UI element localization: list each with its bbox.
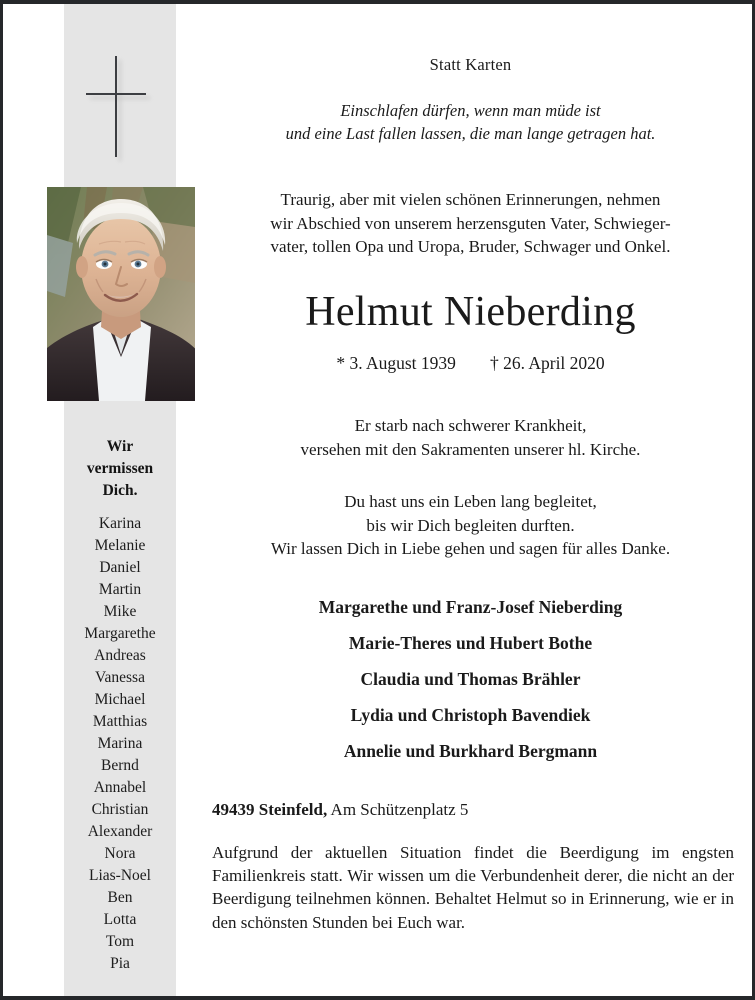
list-item: Matthias bbox=[92, 713, 148, 730]
life-dates bbox=[189, 353, 752, 374]
farewell-paragraph bbox=[189, 490, 752, 561]
paragraph-line: Er starb nach schwerer Krankheit, bbox=[354, 416, 587, 436]
statt-karten-label: Statt Karten bbox=[429, 55, 512, 74]
list-item: Annabel bbox=[93, 779, 147, 796]
list-item: Nora bbox=[104, 845, 136, 862]
intro-line: Traurig, aber mit vielen schönen Erinnerungen, nehmen bbox=[280, 189, 661, 209]
cross-strokes bbox=[60, 52, 172, 172]
list-item: Michael bbox=[94, 691, 146, 708]
intro-line: vater, tollen Opa und Uropa, Bruder, Schwager und Onkel. bbox=[270, 237, 671, 257]
sidebar-heading bbox=[64, 436, 176, 502]
list-item: Melanie bbox=[94, 537, 146, 554]
birth-date: * 3. August 1939 bbox=[336, 353, 456, 374]
address-city: 49439 Steinfeld, bbox=[212, 800, 328, 820]
list-item: Martin bbox=[98, 581, 142, 598]
paragraph-line: Du hast uns ein Leben lang begleitet, bbox=[344, 491, 597, 511]
sidebar-heading-line: vermissen bbox=[86, 460, 154, 477]
address-line bbox=[189, 800, 752, 820]
list-item: Andreas bbox=[94, 647, 146, 664]
address-street: Am Schützenplatz 5 bbox=[327, 800, 469, 820]
sidebar-memorial-block bbox=[64, 436, 176, 975]
sidebar-heading-line: Wir bbox=[106, 438, 134, 455]
mourner-names-list bbox=[64, 513, 176, 975]
memorial-quote bbox=[189, 99, 752, 146]
family-line: Marie-Theres und Hubert Bothe bbox=[348, 633, 593, 654]
paragraph-line: Wir lassen Dich in Liebe gehen und sagen für alles Danke. bbox=[270, 539, 671, 559]
list-item: Margarethe bbox=[84, 625, 156, 642]
list-item: Alexander bbox=[87, 823, 153, 840]
quote-line: Einschlafen dürfen, wenn man müde ist bbox=[340, 101, 601, 120]
family-line: Lydia und Christoph Bavendiek bbox=[350, 705, 591, 726]
list-item: Lotta bbox=[103, 911, 137, 928]
list-item: Tom bbox=[105, 933, 135, 950]
portrait-photo bbox=[47, 187, 195, 401]
closing-paragraph: Aufgrund der aktuellen Situation findet die Beerdigung im engsten Familienkreis statt. Wir wissen um die Verbundenheit derer, die nicht an der Beerdigung teilnehmen können. Behaltet Helmut so in Erinnerung, wie er in den schönsten Stunden bei Euch war. bbox=[212, 843, 734, 932]
list-item: Ben bbox=[107, 889, 133, 906]
family-signatures bbox=[189, 597, 752, 762]
cross-icon bbox=[64, 56, 176, 176]
family-line: Margarethe und Franz-Josef Nieberding bbox=[318, 597, 623, 618]
sidebar-heading-line: Dich. bbox=[102, 482, 138, 499]
quote-line: und eine Last fallen lassen, die man lange getragen hat. bbox=[285, 124, 656, 144]
list-item: Christian bbox=[91, 801, 149, 818]
list-item: Marina bbox=[97, 735, 143, 752]
list-item: Lias-Noel bbox=[89, 867, 151, 884]
intro-paragraph bbox=[189, 188, 752, 259]
list-item: Pia bbox=[110, 955, 130, 972]
deceased-name: Helmut Nieberding bbox=[305, 289, 636, 336]
paragraph-line: versehen mit den Sakramenten unserer hl. Kirche. bbox=[300, 440, 641, 460]
paragraph-line: bis wir Dich begleiten durften. bbox=[366, 515, 575, 535]
family-line: Claudia und Thomas Brähler bbox=[360, 669, 581, 690]
list-item: Mike bbox=[103, 603, 137, 620]
list-item: Bernd bbox=[101, 757, 139, 774]
list-item: Vanessa bbox=[95, 669, 145, 686]
family-line: Annelie und Burkhard Bergmann bbox=[343, 741, 598, 762]
list-item: Daniel bbox=[99, 559, 141, 576]
death-circumstances-paragraph bbox=[189, 414, 752, 462]
main-content bbox=[189, 4, 752, 996]
death-date: † 26. April 2020 bbox=[489, 353, 605, 374]
intro-line: wir Abschied von unserem herzensguten Vater, Schwieger- bbox=[270, 213, 671, 233]
list-item: Karina bbox=[98, 515, 142, 532]
